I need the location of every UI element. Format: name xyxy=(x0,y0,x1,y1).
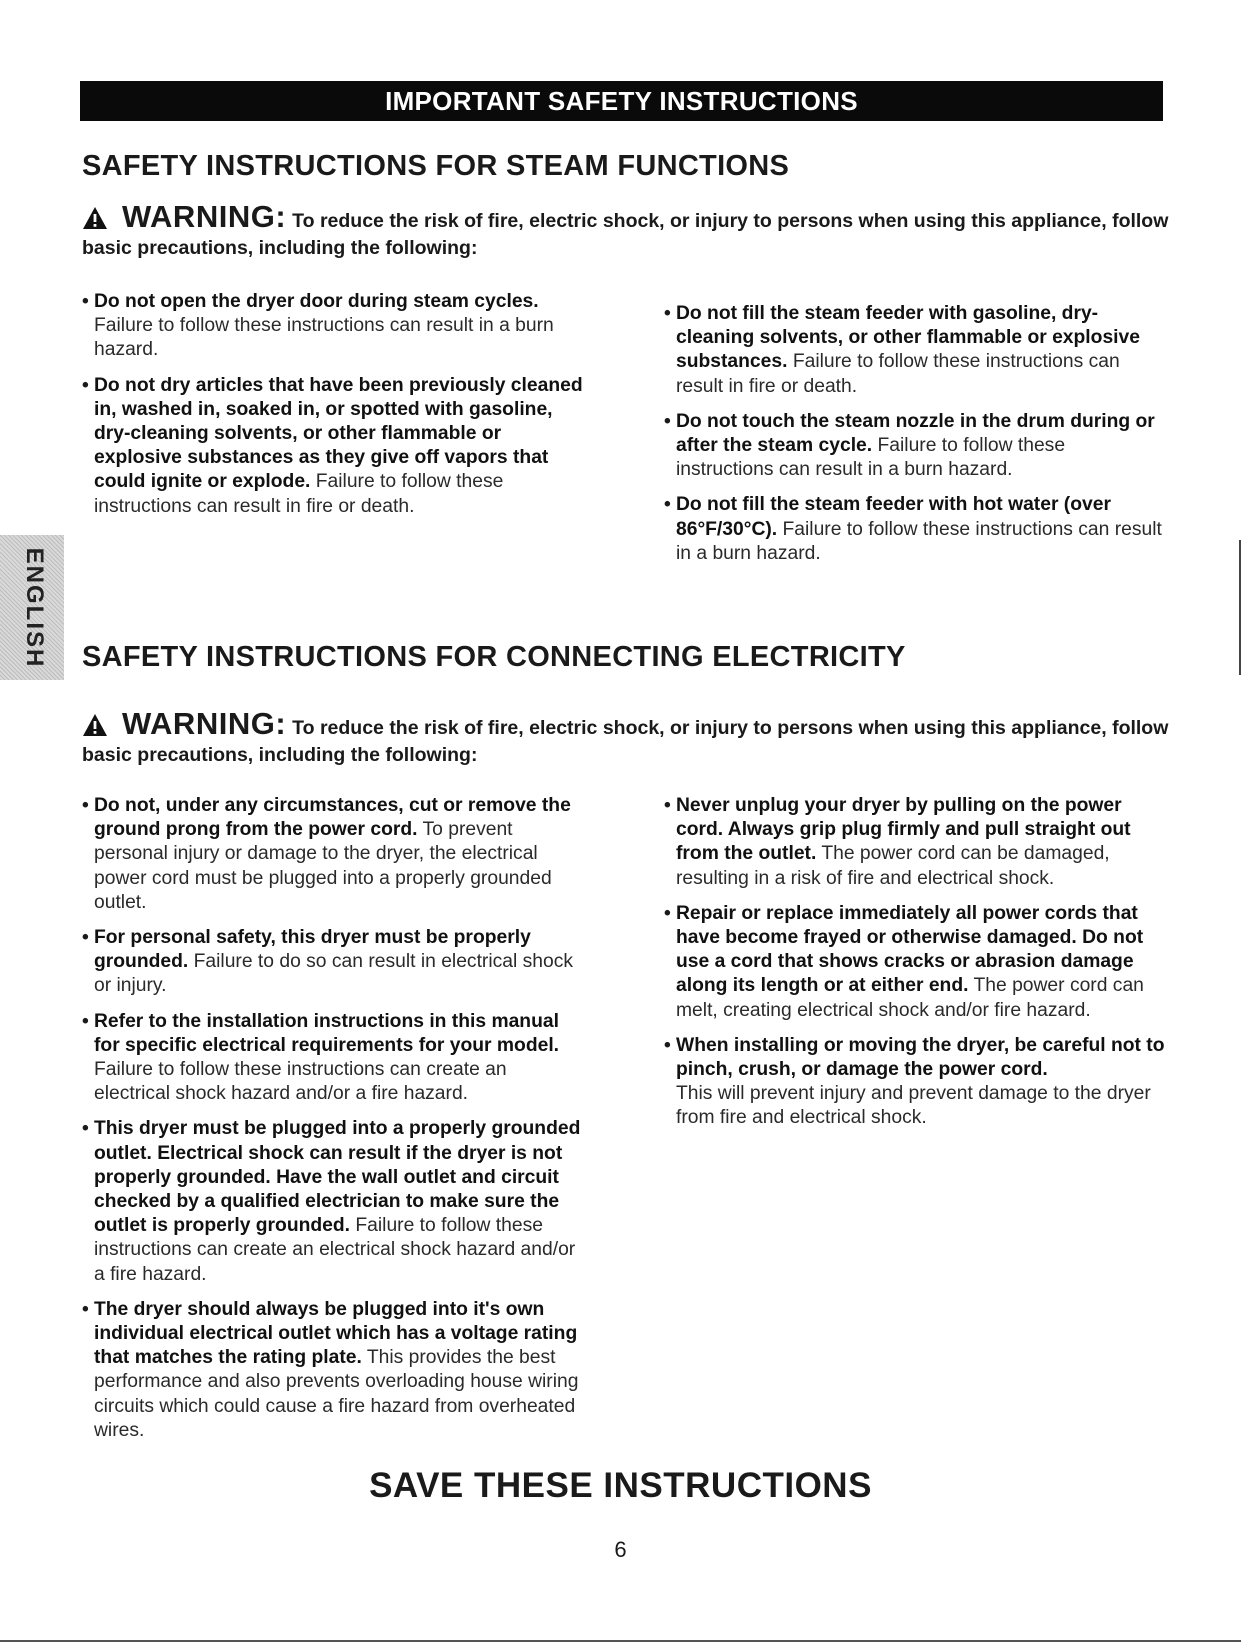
list-item: • Repair or replace immediately all power cords that have become frayed or otherwise damaged. Do not use a cord that shows cracks or abrasion damage along its length or at either end. The power cord can melt, creating electrical shock and/or fire hazard. xyxy=(664,902,1144,1021)
list-item: • Do not open the dryer door during steam cycles. Failure to follow these instructions can result in a burn hazard. xyxy=(82,291,554,361)
warning-label: WARNING: xyxy=(122,199,287,234)
item-text: Failure to follow these instructions can result in fire or death. xyxy=(676,351,1120,397)
warning-triangle-icon xyxy=(82,206,108,230)
side-tab-label: ENGLISH xyxy=(21,547,48,669)
item-text: Failure to follow these instructions can create an electrical shock hazard and/or a fire hazard. xyxy=(94,1215,576,1285)
list-item: • Do not dry articles that have been previously cleaned in, washed in, soaked in, or spotted with gasoline, dry-cleaning solvents, or other flammable or explosive substances as they give off vapors that could ignite or explode. Failure to follow these instructions can result in fire or death. xyxy=(82,374,583,517)
steam-section-title: SAFETY INSTRUCTIONS FOR STEAM FUNCTIONS xyxy=(82,150,790,182)
item-text: This provides the best performance and also prevents overloading house wiring circuits which could cause a fire hazard from overheated wires. xyxy=(94,1347,579,1441)
list-item: • When installing or moving the dryer, be careful not to pinch, crush, or damage the power cord. This will prevent injury and prevent damage to the dryer from fire and electrical shock. xyxy=(664,1034,1165,1129)
item-text: The power cord can melt, creating electrical shock and/or fire hazard. xyxy=(676,975,1144,1021)
list-item: • Do not fill the steam feeder with hot water (over 86°F/30°C). Failure to follow these instructions can result in a burn hazard. xyxy=(664,494,1162,564)
header-banner: IMPORTANT SAFETY INSTRUCTIONS xyxy=(80,81,1163,121)
item-text: Failure to follow these instructions can create an electrical shock hazard and/or a fire hazard. xyxy=(94,1059,507,1105)
steam-right-column xyxy=(664,302,1164,577)
warning-label: WARNING: xyxy=(122,706,287,741)
item-heading: Do not fill the steam feeder with gasoline, dry-cleaning solvents, or other flammable or explosive substances. xyxy=(676,303,1140,373)
list-item: • This dryer must be plugged into a properly grounded outlet. Electrical shock can result if the dryer is not properly grounded. Have the wall outlet and circuit checked by a qualified electrician to make sure the outlet is properly grounded. Failure to follow these instructions can create an electrical shock hazard and/or a fire hazard. xyxy=(82,1118,581,1285)
item-text: To prevent personal injury or damage to the dryer, the electrical power cord must be plugged into a properly grounded outlet. xyxy=(94,819,552,913)
item-heading: Repair or replace immediately all power cords that have become frayed or otherwise damaged. Do not use a cord that shows cracks or abrasion damage along its length or at either end. xyxy=(676,902,1144,997)
warning-text: To reduce the risk of fire, electric shock, or injury to persons when using this appliance, follow basic precautions, including the following: xyxy=(82,717,1169,766)
warning-triangle-icon xyxy=(82,713,108,737)
steam-left-column xyxy=(82,290,592,530)
item-heading: For personal safety, this dryer must be properly grounded. xyxy=(94,927,531,973)
list-item: • Do not touch the steam nozzle in the drum during or after the steam cycle. Failure to follow these instructions can result in a burn hazard. xyxy=(664,410,1155,481)
electric-section-title: SAFETY INSTRUCTIONS FOR CONNECTING ELECTRICITY xyxy=(82,641,906,673)
item-text: The power cord can be damaged, resulting in a risk of fire and electrical shock. xyxy=(676,843,1110,889)
item-heading: Refer to the installation instructions in this manual for specific electrical requirements for your model. xyxy=(94,1010,560,1056)
item-text: Failure to follow these instructions can result in a burn hazard. xyxy=(676,518,1162,564)
warning-text: To reduce the risk of fire, electric shock, or injury to persons when using this appliance, follow basic precautions, including the following: xyxy=(82,210,1169,259)
item-heading: The dryer should always be plugged into it's own individual electrical outlet which has a voltage rating that matches the rating plate. xyxy=(94,1298,578,1369)
list-item: • Refer to the installation instructions in this manual for specific electrical requirements for your model. Failure to follow these instructions can create an electrical shock hazard and/or a fire hazard. xyxy=(82,1010,560,1105)
page-bottom-edge xyxy=(0,1640,1241,1642)
electric-right-column xyxy=(664,794,1172,1142)
item-heading: Do not touch the steam nozzle in the drum during or after the steam cycle. xyxy=(676,410,1155,457)
electric-left-column xyxy=(82,794,582,1454)
item-heading: Do not, under any circumstances, cut or remove the ground prong from the power cord. xyxy=(94,795,571,841)
item-heading: When installing or moving the dryer, be careful not to pinch, crush, or damage the power cord. xyxy=(676,1034,1165,1081)
list-item: • Never unplug your dryer by pulling on the power cord. Always grip plug firmly and pull straight out from the outlet. The power cord can be damaged, resulting in a risk of fire and electrical shock. xyxy=(664,795,1131,889)
item-text: This will prevent injury and prevent damage to the dryer from fire and electrical shock. xyxy=(676,1083,1151,1129)
item-text: Failure to follow these instructions can result in a burn hazard. xyxy=(676,435,1066,481)
list-item: • Do not, under any circumstances, cut or remove the ground prong from the power cord. To prevent personal injury or damage to the dryer, the electrical power cord must be plugged into a properly grounded outlet. xyxy=(82,795,571,913)
save-instructions-heading: SAVE THESE INSTRUCTIONS xyxy=(369,1466,872,1505)
electric-warning xyxy=(82,706,1182,769)
item-text: Failure to follow these instructions can result in fire or death. xyxy=(94,471,504,517)
item-heading: Do not dry articles that have been previously cleaned in, washed in, soaked in, or spotted with gasoline, dry-cleaning solvents, or other flammable or explosive substances as they give off vapors that could ignite or explode. xyxy=(94,374,583,493)
item-heading: Never unplug your dryer by pulling on the power cord. Always grip plug firmly and pull straight out from the outlet. xyxy=(676,795,1131,865)
item-heading: Do not fill the steam feeder with hot water (over 86°F/30°C). xyxy=(676,494,1111,540)
page-number: 6 xyxy=(614,1537,627,1562)
item-text: Failure to do so can result in electrical shock or injury. xyxy=(94,951,573,997)
list-item: • Do not fill the steam feeder with gasoline, dry-cleaning solvents, or other flammable or explosive substances. Failure to follow these instructions can result in fire or death. xyxy=(664,303,1140,397)
list-item: • For personal safety, this dryer must be properly grounded. Failure to do so can result in electrical shock or injury. xyxy=(82,927,573,997)
list-item: • The dryer should always be plugged into it's own individual electrical outlet which has a voltage rating that matches the rating plate. This provides the best performance and also prevents overloading house wiring circuits which could cause a fire hazard from overheated wires. xyxy=(82,1298,579,1441)
item-text: Failure to follow these instructions can result in a burn hazard. xyxy=(94,315,554,361)
item-heading: Do not open the dryer door during steam cycles. xyxy=(94,291,539,312)
item-heading: This dryer must be plugged into a properly grounded outlet. Electrical shock can result if the dryer is not properly grounded. Have the wall outlet and circuit checked by a qualified electrician to make sure the outlet is properly grounded. xyxy=(94,1118,581,1237)
steam-warning xyxy=(82,199,1182,262)
